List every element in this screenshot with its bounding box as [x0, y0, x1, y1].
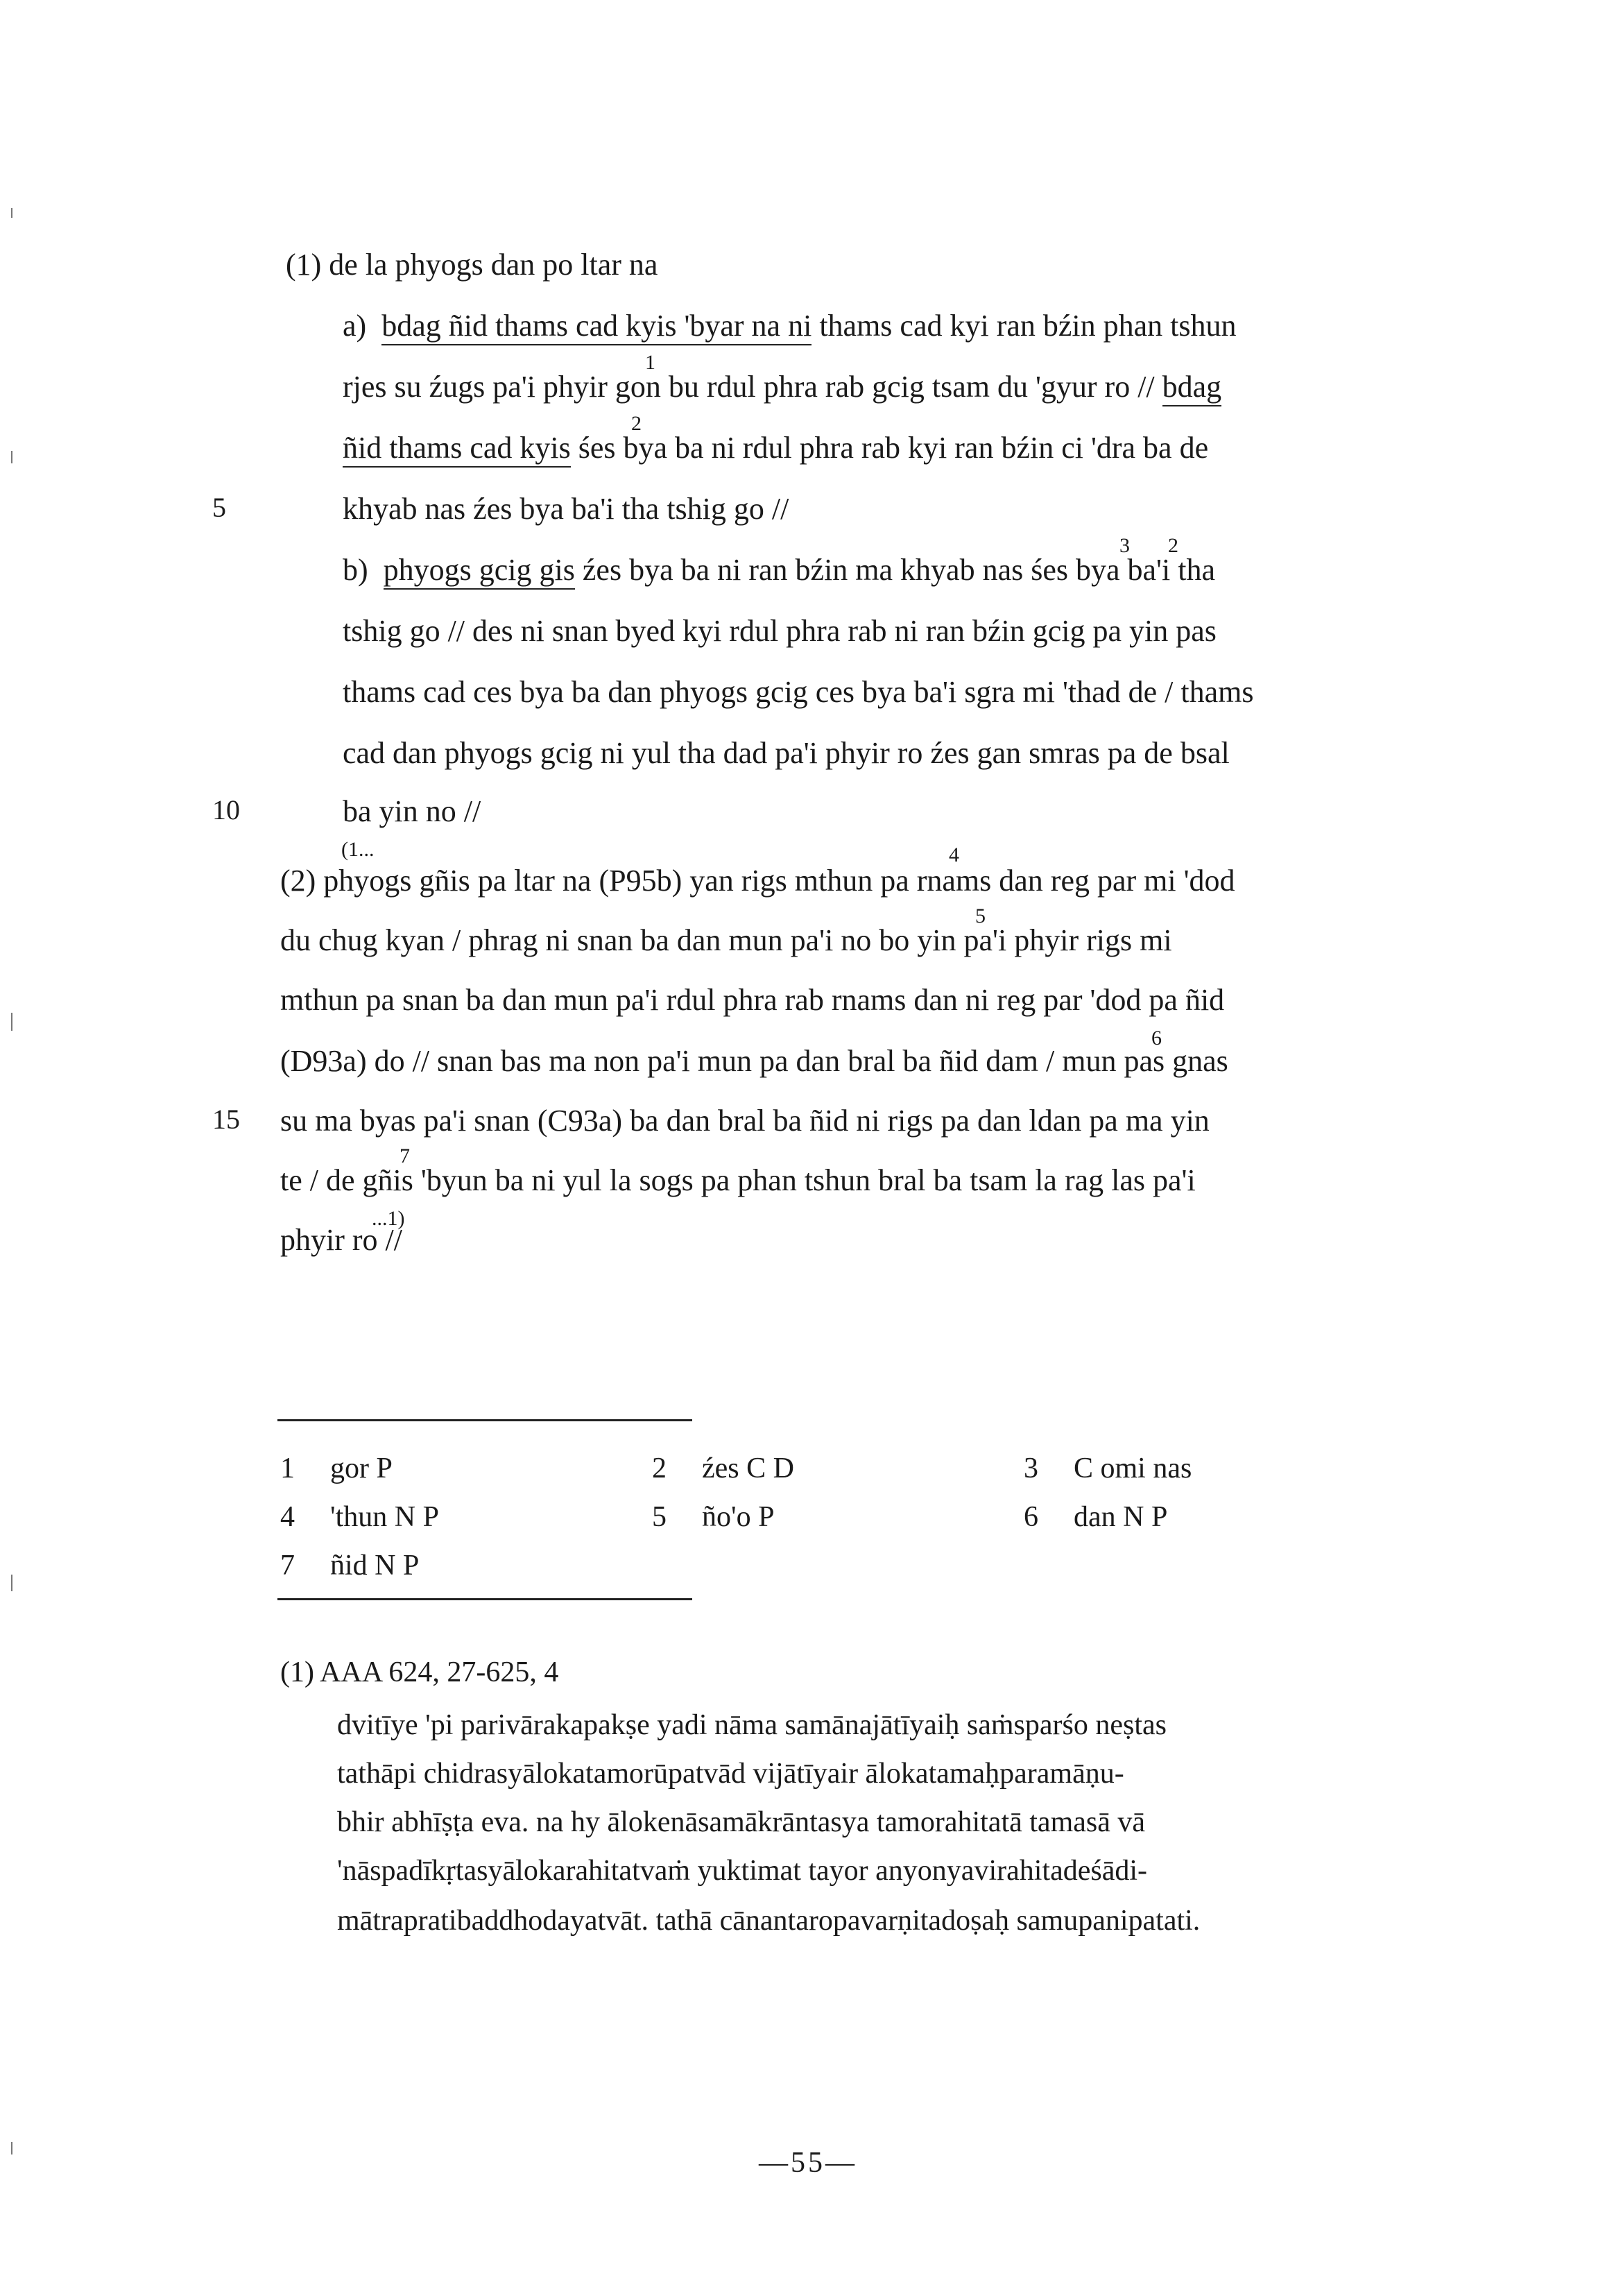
- footnote-7: [280, 1551, 419, 1580]
- footnote-text: gor P: [330, 1453, 393, 1484]
- footnote-text: 'thun N P: [330, 1501, 439, 1533]
- sanskrit-line-2: tathāpi chidrasyālokatamorūpatvād vijātīyair ālokatamaḥparamāṇu-: [337, 1758, 1124, 1790]
- line-b: [343, 555, 1215, 585]
- footnote-text: dan N P: [1074, 1501, 1168, 1533]
- footnote-2: [652, 1454, 794, 1483]
- page-number: —55—: [759, 2147, 857, 2179]
- line-5: khyab nas źes bya ba'i tha tshig go //: [343, 492, 789, 526]
- label-b: b): [343, 553, 368, 587]
- footnote-rule-top: [277, 1419, 692, 1421]
- text-line-b: źes bya ba ni ran bźin ma khyab nas śes bya ba'i tha: [574, 553, 1215, 587]
- sup-mark-1: 1: [645, 351, 655, 374]
- underlined-phrase-a2: ñid thams cad kyis: [343, 431, 571, 468]
- footnote-number: 7: [280, 1550, 295, 1582]
- sanskrit-line-4: 'nāspadīkṛtasyālokarahitatvaṁ yuktimat tayor anyonyavirahitadeśādi-: [337, 1855, 1148, 1887]
- scan-mark: [11, 2142, 12, 2154]
- footnote-rule-bottom: [277, 1598, 692, 1600]
- underlined-phrase-b: phyogs gcig gis: [384, 553, 575, 590]
- line-number-10: 10: [212, 794, 240, 825]
- line-3: [343, 372, 1221, 402]
- sup-mark-open-1: (1...: [341, 838, 375, 861]
- line-17: phyir ro //: [280, 1223, 402, 1257]
- footnote-5: [652, 1502, 774, 1532]
- footnote-number: 2: [652, 1453, 667, 1484]
- line-number-5: 5: [212, 492, 226, 523]
- footnote-1: [280, 1454, 393, 1483]
- line-9: cad dan phyogs gcig ni yul tha dad pa'i phyir ro źes gan smras pa de bsal: [343, 736, 1230, 770]
- scan-mark: [11, 1013, 12, 1031]
- text-line-3: rjes su źugs pa'i phyir gon bu rdul phra rab gcig tsam du 'gyur ro //: [343, 370, 1155, 404]
- sup-mark-close-1: ...1): [372, 1207, 405, 1230]
- sup-mark-7: 7: [400, 1145, 410, 1167]
- footnote-number: 3: [1024, 1453, 1038, 1484]
- line-8: thams cad ces bya ba dan phyogs gcig ces bya ba'i sgra mi 'thad de / thams: [343, 675, 1254, 709]
- line-13: mthun pa snan ba dan mun pa'i rdul phra rab rnams dan ni reg par 'dod pa ñid: [280, 983, 1225, 1017]
- footnote-number: 6: [1024, 1501, 1038, 1533]
- line-7: tshig go // des ni snan byed kyi rdul phra rab ni ran bźin gcig pa yin pas: [343, 614, 1217, 648]
- scan-mark: [11, 451, 12, 463]
- underlined-bdag: bdag: [1162, 370, 1222, 406]
- heading-line: (1) de la phyogs dan po ltar na: [286, 248, 658, 282]
- footnote-text: źes C D: [702, 1453, 794, 1484]
- footnote-number: 5: [652, 1501, 667, 1533]
- line-a1: [343, 311, 1237, 341]
- label-a: a): [343, 309, 367, 343]
- underlined-phrase-a1: bdag ñid thams cad kyis 'byar na ni: [381, 309, 812, 345]
- sup-mark-6: 6: [1151, 1027, 1162, 1050]
- sup-mark-5: 5: [975, 905, 986, 927]
- scan-mark: [11, 208, 12, 218]
- footnote-3: [1024, 1454, 1192, 1483]
- sanskrit-line-3: bhir abhīṣṭa eva. na hy ālokenāsamākrāntasya tamorahitatā tamasā vā: [337, 1806, 1146, 1838]
- line-11: (2) phyogs gñis pa ltar na (P95b) yan rigs mthun pa rnams dan reg par mi 'dod: [280, 864, 1235, 898]
- text-a1: thams cad kyi ran bźin phan tshun: [812, 309, 1237, 343]
- line-16: te / de gñis 'byun ba ni yul la sogs pa phan tshun bral ba tsam la rag las pa'i: [280, 1163, 1196, 1197]
- line-15: su ma byas pa'i snan (C93a) ba dan bral ba ñid ni rigs pa dan ldan pa ma yin: [280, 1104, 1210, 1138]
- line-12: du chug kyan / phrag ni snan ba dan mun pa'i no bo yin pa'i phyir rigs mi: [280, 923, 1172, 957]
- footnote-6: [1024, 1502, 1167, 1532]
- footnote-number: 1: [280, 1453, 295, 1484]
- text-line-4: śes bya ba ni rdul phra rab kyi ran bźin ci 'dra ba de: [570, 431, 1209, 465]
- line-4: [343, 433, 1208, 463]
- sup-mark-2: 2: [631, 412, 642, 435]
- sup-mark-3: 3: [1119, 534, 1130, 557]
- footnote-4: [280, 1502, 439, 1532]
- line-14: (D93a) do // snan bas ma non pa'i mun pa dan bral ba ñid dam / mun pas gnas: [280, 1044, 1228, 1078]
- sup-mark-2b: 2: [1168, 534, 1178, 557]
- scan-mark: [11, 1575, 12, 1591]
- sup-mark-4: 4: [949, 843, 959, 866]
- footnote-text: C omi nas: [1074, 1453, 1192, 1484]
- footnote-text: ño'o P: [702, 1501, 775, 1533]
- footnote-number: 4: [280, 1501, 295, 1533]
- line-number-15: 15: [212, 1104, 240, 1135]
- line-10: ba yin no //: [343, 794, 481, 828]
- sanskrit-line-1: dvitīye 'pi parivārakapakṣe yadi nāma samānajātīyaiḥ saṁsparśo neṣtas: [337, 1709, 1167, 1741]
- footnote-text: ñid N P: [330, 1550, 420, 1582]
- sanskrit-reference: (1) AAA 624, 27-625, 4: [280, 1656, 559, 1688]
- sanskrit-line-5: mātrapratibaddhodayatvāt. tathā cānantaropavarṇitadoṣaḥ samupanipatati.: [337, 1905, 1201, 1937]
